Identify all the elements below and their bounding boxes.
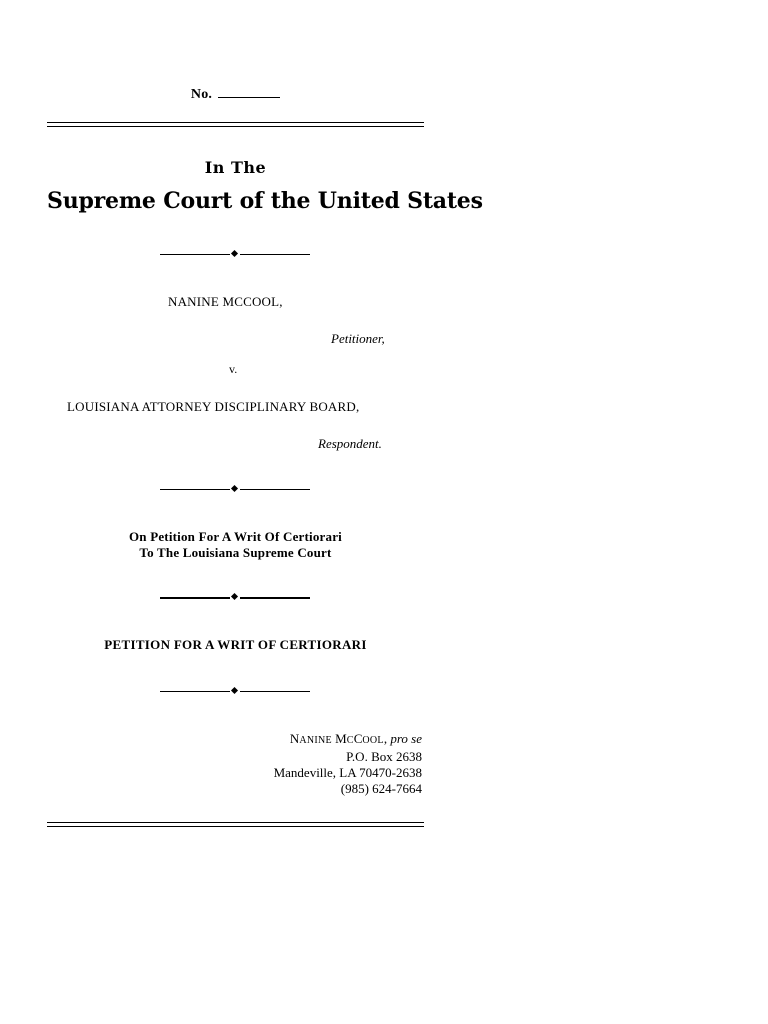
docket-blank-line xyxy=(218,85,280,98)
diamond-ornament-icon xyxy=(231,593,238,600)
section-divider-1 xyxy=(160,250,310,260)
petition-title: PETITION FOR A WRIT OF CERTIORARI xyxy=(104,637,367,652)
section-divider-3 xyxy=(160,593,310,603)
diamond-ornament-icon xyxy=(231,687,238,694)
petitioner-name: NANINE MCCOOL, xyxy=(168,294,283,309)
subtitle-line-1: On Petition For A Writ Of Certiorari xyxy=(129,529,342,544)
diamond-ornament-icon xyxy=(231,250,238,257)
counsel-address-line-1: P.O. Box 2638 xyxy=(346,749,422,764)
counsel-name: NANINE MCCOOL, pro se xyxy=(289,731,422,746)
counsel-address-line-2: Mandeville, LA 70470-2638 xyxy=(273,765,422,780)
respondent-role: Respondent. xyxy=(318,436,382,451)
diamond-ornament-icon xyxy=(231,485,238,492)
subtitle-line-2: To The Louisiana Supreme Court xyxy=(139,545,332,560)
docket-number xyxy=(47,85,424,103)
docket-label: No. xyxy=(190,87,213,102)
petitioner-role: Petitioner, xyxy=(331,331,385,346)
counsel-block xyxy=(274,731,422,797)
counsel-phone: (985) 624-7664 xyxy=(340,781,422,796)
section-divider-4 xyxy=(160,687,310,697)
section-divider-2 xyxy=(160,485,310,495)
petition-subtitle xyxy=(47,529,424,561)
top-double-rule xyxy=(47,122,424,127)
respondent-name: LOUISIANA ATTORNEY DISCIPLINARY BOARD, xyxy=(67,399,360,414)
court-intro: In The xyxy=(204,158,267,177)
versus-label: v. xyxy=(229,362,238,376)
court-title: Supreme Court of the United States xyxy=(47,188,483,214)
bottom-double-rule xyxy=(47,822,424,827)
pro-se-label: pro se xyxy=(390,731,422,746)
